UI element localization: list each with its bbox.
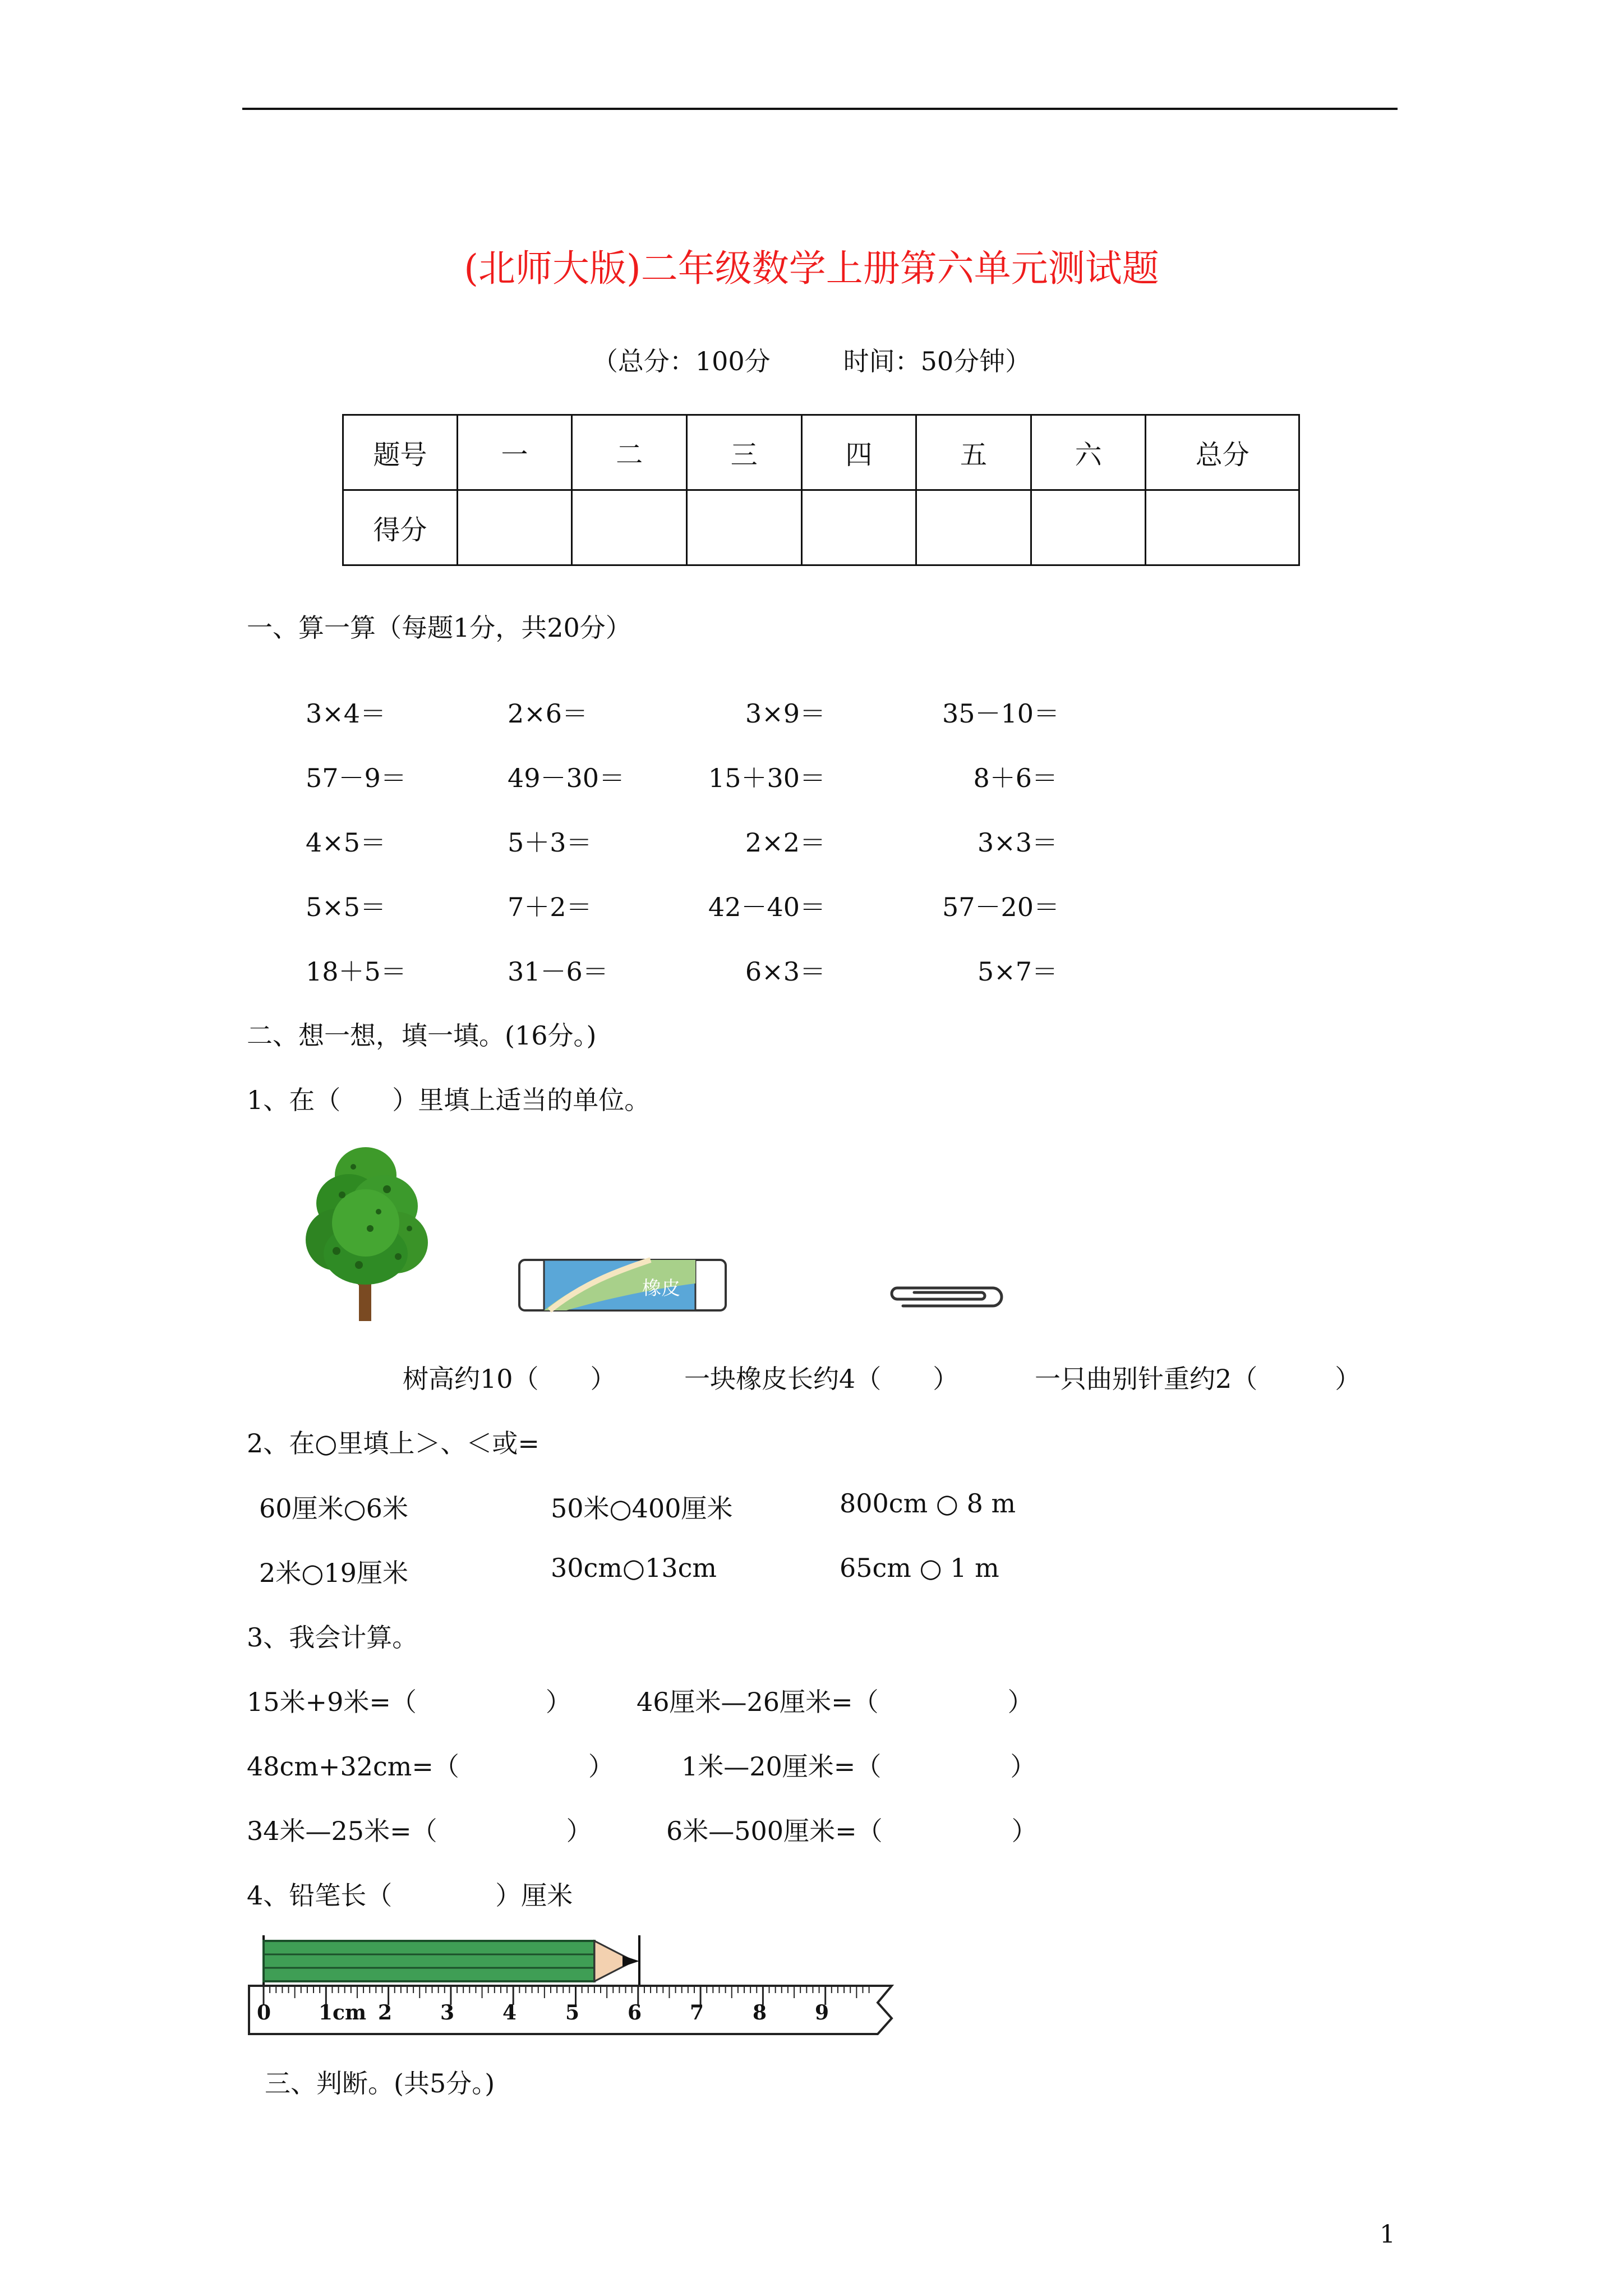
header-rule (242, 108, 1398, 110)
ruler-label: 0 (257, 2001, 271, 2024)
header-cell: 题号 (343, 415, 458, 490)
header-cell: 三 (686, 415, 801, 490)
calc-item: 2×2＝ (745, 827, 826, 858)
ruler-label: 6 (628, 2001, 642, 2024)
score-table-score-row (343, 490, 1299, 565)
ruler-label: 5 (565, 2001, 580, 2024)
q1-item-eraser: 一块橡皮长约4（ ） (684, 1364, 959, 1394)
score-cell[interactable] (686, 490, 801, 565)
score-cell[interactable] (801, 490, 916, 565)
calc-item: 8＋6＝ (973, 763, 1058, 793)
row-label-cell: 得分 (343, 490, 458, 565)
score-cell[interactable] (457, 490, 572, 565)
header-cell: 六 (1031, 415, 1146, 490)
unit-calc-item: 15米+9米=（ ） (247, 1687, 571, 1717)
ruler-label: 1cm (319, 2001, 367, 2024)
score-cell[interactable] (572, 490, 687, 565)
header-cell: 四 (801, 415, 916, 490)
page-title: (北师大版)二年级数学上册第六单元测试题 (464, 247, 1159, 290)
unit-calc-item: 1米—20厘米=（ ） (681, 1751, 1036, 1782)
calc-item: 2×6＝ (508, 698, 588, 729)
eraser-label: 橡皮 (642, 1277, 680, 1300)
score-table-header-row (343, 415, 1299, 490)
calc-item: 7＋2＝ (508, 892, 592, 922)
ruler-label: 7 (690, 2001, 704, 2024)
compare-item: 2米○19厘米 (259, 1558, 408, 1588)
compare-item: 65cm ○ 1 m (840, 1553, 999, 1583)
q2-prompt: 2、在○里填上＞、＜或= (247, 1428, 540, 1458)
calc-item: 5＋3＝ (508, 827, 592, 858)
calc-item: 57－9＝ (306, 763, 407, 793)
tree-illustration (303, 1144, 432, 1324)
calc-item: 5×5＝ (306, 892, 386, 922)
header-cell: 二 (572, 415, 687, 490)
header-cell: 一 (457, 415, 572, 490)
eraser-illustration (516, 1250, 729, 1317)
q3-prompt: 3、我会计算。 (247, 1622, 418, 1653)
compare-item: 60厘米○6米 (259, 1493, 408, 1524)
calc-item: 31－6＝ (508, 956, 608, 987)
ruler-label: 8 (753, 2001, 767, 2024)
score-cell[interactable] (1146, 490, 1299, 565)
ruler-label: 9 (815, 2001, 829, 2024)
compare-item: 30cm○13cm (551, 1553, 717, 1583)
section3-heading: 三、判断。(共5分。) (265, 2068, 495, 2099)
calc-item: 15＋30＝ (708, 763, 826, 793)
unit-calc-item: 46厘米—26厘米=（ ） (637, 1687, 1034, 1717)
ruler-label: 2 (378, 2001, 393, 2024)
q4-prompt: 4、铅笔长（ ）厘米 (247, 1880, 573, 1911)
header-cell: 总分 (1146, 415, 1299, 490)
score-cell[interactable] (916, 490, 1031, 565)
page-number: 1 (1380, 2220, 1395, 2249)
q1-prompt: 1、在（ ）里填上适当的单位。 (247, 1085, 651, 1115)
exam-info (0, 341, 1623, 378)
ruler-label: 4 (502, 2001, 517, 2024)
calc-item: 6×3＝ (745, 956, 826, 987)
calc-item: 35－10＝ (942, 698, 1060, 729)
calc-item: 18＋5＝ (306, 956, 407, 987)
unit-calc-item: 6米—500厘米=（ ） (666, 1816, 1038, 1846)
compare-item: 50米○400厘米 (551, 1493, 733, 1524)
calc-item: 3×4＝ (306, 698, 386, 729)
calc-item: 3×9＝ (745, 698, 826, 729)
paperclip-illustration (880, 1280, 1009, 1314)
q1-item-paperclip: 一只曲别针重约2（ ） (1035, 1364, 1361, 1394)
calc-item: 4×5＝ (306, 827, 386, 858)
unit-calc-item: 48cm+32cm=（ ） (247, 1751, 614, 1782)
calc-item: 3×3＝ (977, 827, 1058, 858)
q1-item-tree: 树高约10（ ） (403, 1364, 616, 1394)
calc-item: 49－30＝ (508, 763, 625, 793)
time-limit-text: 时间：50分钟） (843, 346, 1031, 376)
calc-item: 42－40＝ (708, 892, 826, 922)
ruler-label: 3 (440, 2001, 455, 2024)
compare-item: 800cm ○ 8 m (840, 1488, 1016, 1519)
total-score-text: （总分：100分 (592, 346, 771, 376)
calc-item: 5×7＝ (977, 956, 1058, 987)
score-table (342, 414, 1300, 566)
header-cell: 五 (916, 415, 1031, 490)
section1-heading: 一、算一算（每题1分，共20分） (247, 613, 631, 643)
calc-item: 57－20＝ (942, 892, 1060, 922)
unit-calc-item: 34米—25米=（ ） (247, 1816, 592, 1846)
section2-heading: 二、想一想，填一填。(16分。) (247, 1020, 597, 1051)
pencil-ruler-illustration (247, 1930, 909, 2053)
score-cell[interactable] (1031, 490, 1146, 565)
